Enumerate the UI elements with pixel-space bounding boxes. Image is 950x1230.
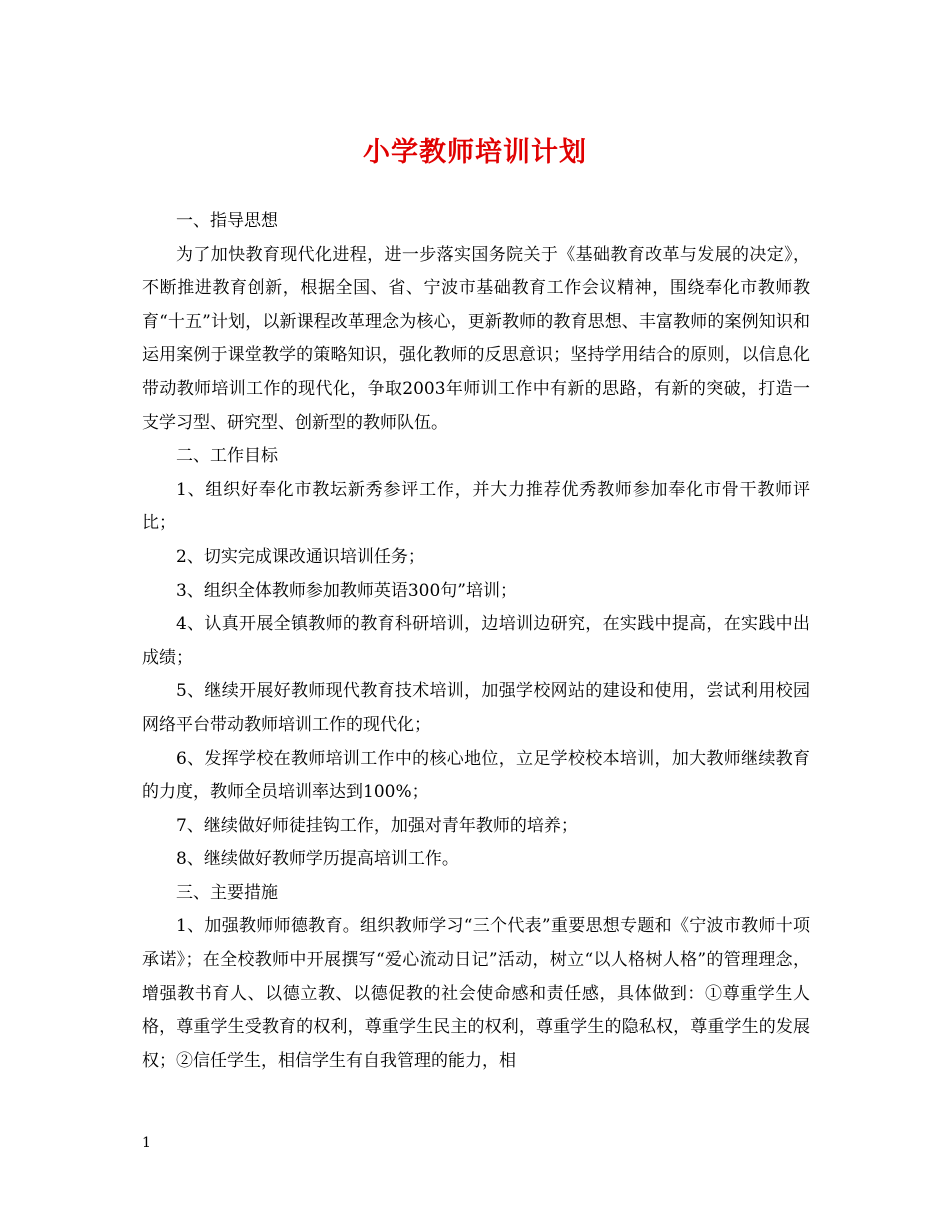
document-body xyxy=(142,205,810,1078)
heading-main-measures: 三、主要措施 xyxy=(176,882,278,903)
page-number: 1 xyxy=(142,1135,151,1151)
heading-work-goals: 二、工作目标 xyxy=(176,446,278,467)
goal-item-3: 3、组织全体教师参加教师英语300句”培训； xyxy=(176,580,517,601)
measure-item-1: 1、加强教师师德教育。组织教师学习“三个代表”重要思想专题和《宁波市教师十项承诺》；在全校教师中开展撰写“爱心流动日记”活动，树立“以人格树人格”的管理理念，增强教书育人、以德立教、以德促教的社会使命感和责任感，具体做到：①尊重学生人格，尊重学生受教育的权利，尊重学生民主的权利，尊重学生的隐私权，尊重学生的发展权；②信任学生，相信学生有自我管理的能力，相 xyxy=(142,916,810,1071)
goal-item-7: 7、继续做好师徒挂钩工作，加强对青年教师的培养； xyxy=(176,815,578,836)
goal-item-5: 5、继续开展好教师现代教育技术培训，加强学校网站的建设和使用，尝试利用校园网络平台带动教师培训工作的现代化； xyxy=(142,681,810,735)
goal-item-8: 8、继续做好教师学历提高培训工作。 xyxy=(176,849,459,870)
document-title: 小学教师培训计划 xyxy=(363,137,587,168)
goal-item-1: 1、组织好奉化市教坛新秀参评工作，并大力推荐优秀教师参加奉化市骨干教师评比； xyxy=(142,479,810,534)
goal-item-2: 2、切实完成课改通识培训任务； xyxy=(176,546,425,567)
goal-item-6: 6、发挥学校在教师培训工作中的核心地位，立足学校校本培训，加大教师继续教育的力度，教师全员培训率达到100%； xyxy=(142,748,810,803)
goal-item-4: 4、认真开展全镇教师的教育科研培训，边培训边研究，在实践中提高，在实践中出成绩； xyxy=(142,614,810,668)
paragraph-guiding-ideology: 为了加快教育现代化进程，进一步落实国务院关于《基础教育改革与发展的决定》，不断推进教育创新，根据全国、省、宁波市基础教育工作会议精神，围绕奉化市教师教育“十五”计划，以新课程改革理念为核心，更新教师的教育思想、丰富教师的案例知识和运用案例于课堂教学的策略知识，强化教师的反思意识；坚持学用结合的原则，以信息化带动教师培训工作的现代化，争取2003年师训工作中有新的思路，有新的突破，打造一支学习型、研究型、创新型的教师队伍。 xyxy=(142,244,810,433)
heading-guiding-ideology: 一、指导思想 xyxy=(176,211,278,231)
